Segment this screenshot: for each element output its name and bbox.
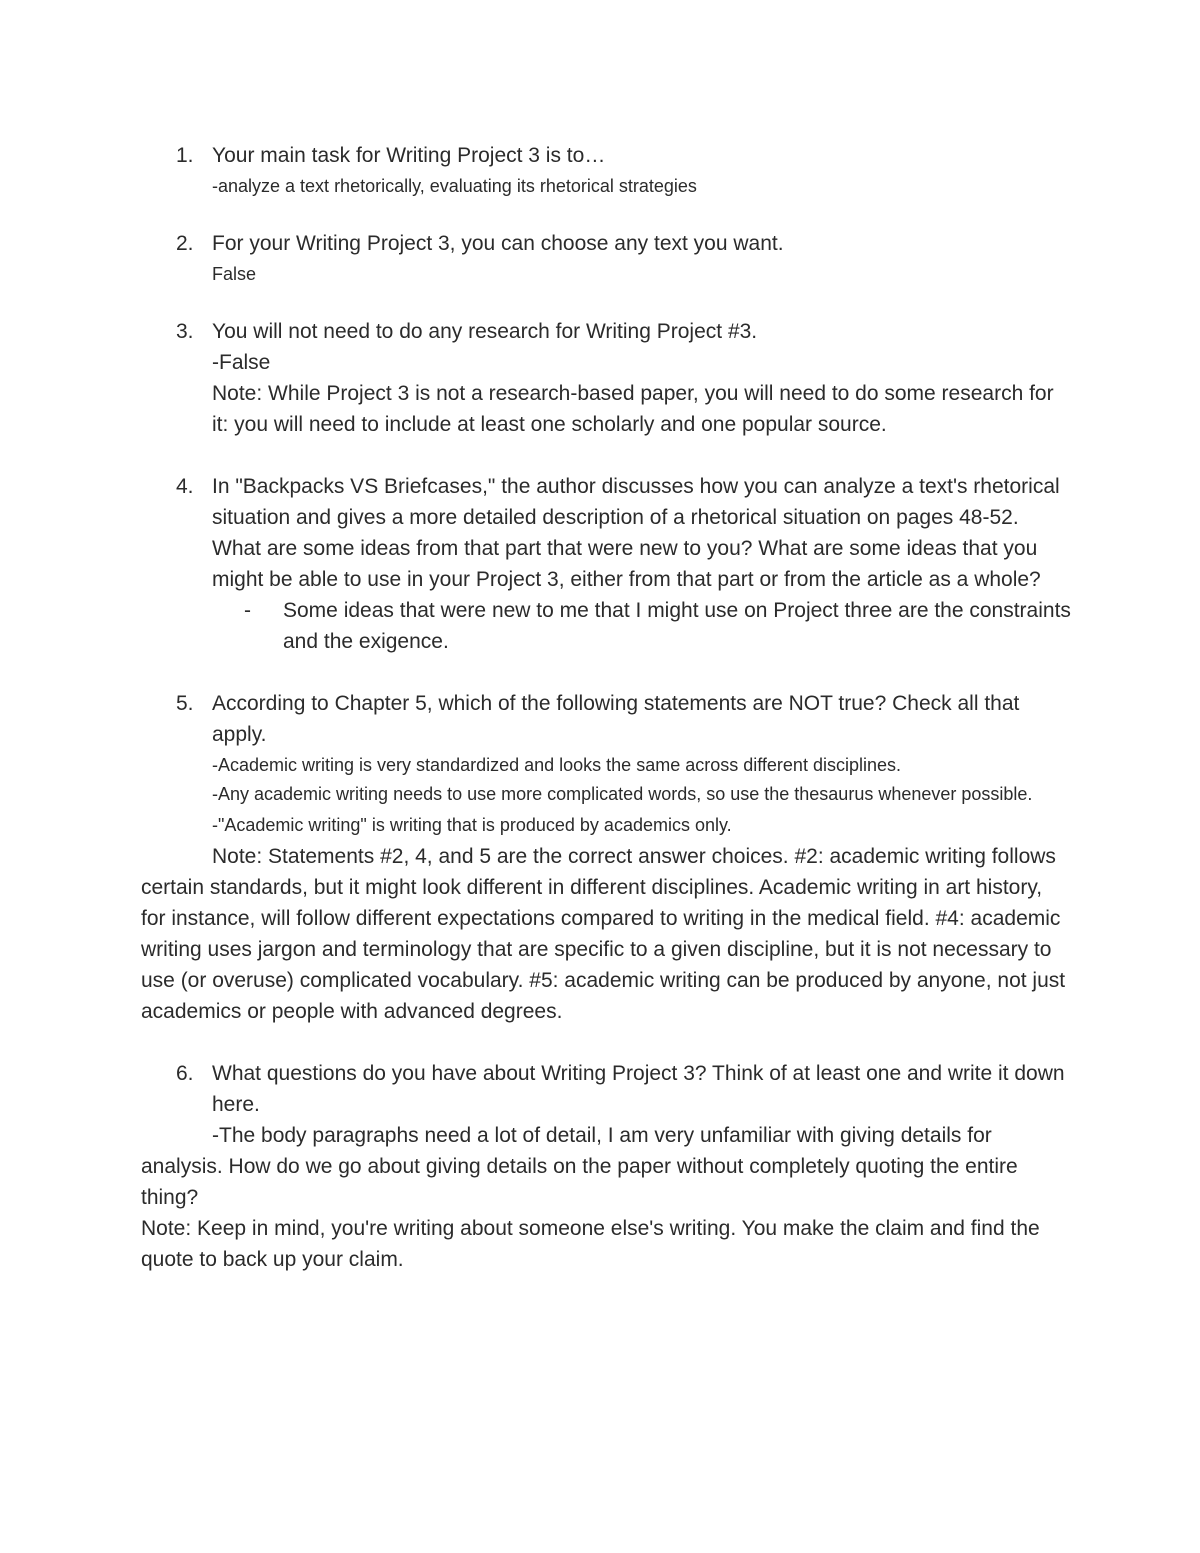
answer-text: -False (212, 351, 271, 374)
list-item (141, 1058, 1071, 1275)
item-number: 2. (176, 232, 194, 255)
bullet-item (212, 595, 1071, 657)
list-item (141, 316, 1071, 440)
question-text: In "Backpacks VS Briefcases," the author discusses how you can analyze a text's rhetorical situation and gives a more detailed description of a rhetorical situation on pages 48-52. What are some ideas from that part that were new to you? What are some ideas that you might be able to use in your Project 3, either from that part or from the article as a whole? (212, 475, 1060, 591)
question-text: Your main task for Writing Project 3 is to… (212, 144, 606, 167)
answer-text: -analyze a text rhetorically, evaluating its rhetorical strategies (212, 176, 697, 196)
list-item (141, 228, 1071, 290)
list-item (141, 688, 1071, 1027)
list-item (141, 471, 1071, 657)
answer-text: -Any academic writing needs to use more complicated words, so use the thesaurus whenever possible. (212, 784, 1033, 804)
note-text: Note: While Project 3 is not a research-based paper, you will need to do some research for it: you will need to include at least one scholarly and one popular source. (212, 382, 1054, 436)
bullet-text: Some ideas that were new to me that I might use on Project three are the constraints and the exigence. (283, 599, 1071, 653)
item-number: 4. (176, 475, 194, 498)
item-number: 3. (176, 320, 194, 343)
note-text: Note: Keep in mind, you're writing about someone else's writing. You make the claim and find the quote to back up your claim. (141, 1217, 1040, 1271)
document-body (141, 140, 1071, 1275)
answer-text: -Academic writing is very standardized and looks the same across different disciplines. (212, 755, 901, 775)
item-number: 1. (176, 144, 194, 167)
dash-marker: - (244, 599, 251, 622)
item-number: 6. (176, 1062, 194, 1085)
answer-text: -"Academic writing" is writing that is produced by academics only. (212, 815, 732, 835)
question-text: You will not need to do any research for Writing Project #3. (212, 320, 758, 343)
answer-text: False (212, 264, 257, 284)
list-item (141, 140, 1071, 202)
question-text: What questions do you have about Writing Project 3? Think of at least one and write it down here. (212, 1062, 1065, 1116)
note-text: Note: Statements #2, 4, and 5 are the correct answer choices. #2: academic writing follows certain standards, but it might look different in different disciplines. Academic writing in art history, for instance, will follow different expectations compared to writing in the medical field. #4: academic writing uses jargon and terminology that are specific to a given discipline, but it is not necessary to use (or overuse) complicated vocabulary. #5: academic writing can be produced by anyone, not just academics or people with advanced degrees. (141, 845, 1066, 1023)
question-text: According to Chapter 5, which of the following statements are NOT true? Check all that apply. (212, 692, 1020, 746)
item-number: 5. (176, 692, 194, 715)
answer-text: -The body paragraphs need a lot of detail, I am very unfamiliar with giving details for analysis. How do we go about giving details on the paper without completely quoting the entire thing? (141, 1124, 1018, 1209)
question-text: For your Writing Project 3, you can choose any text you want. (212, 232, 784, 255)
